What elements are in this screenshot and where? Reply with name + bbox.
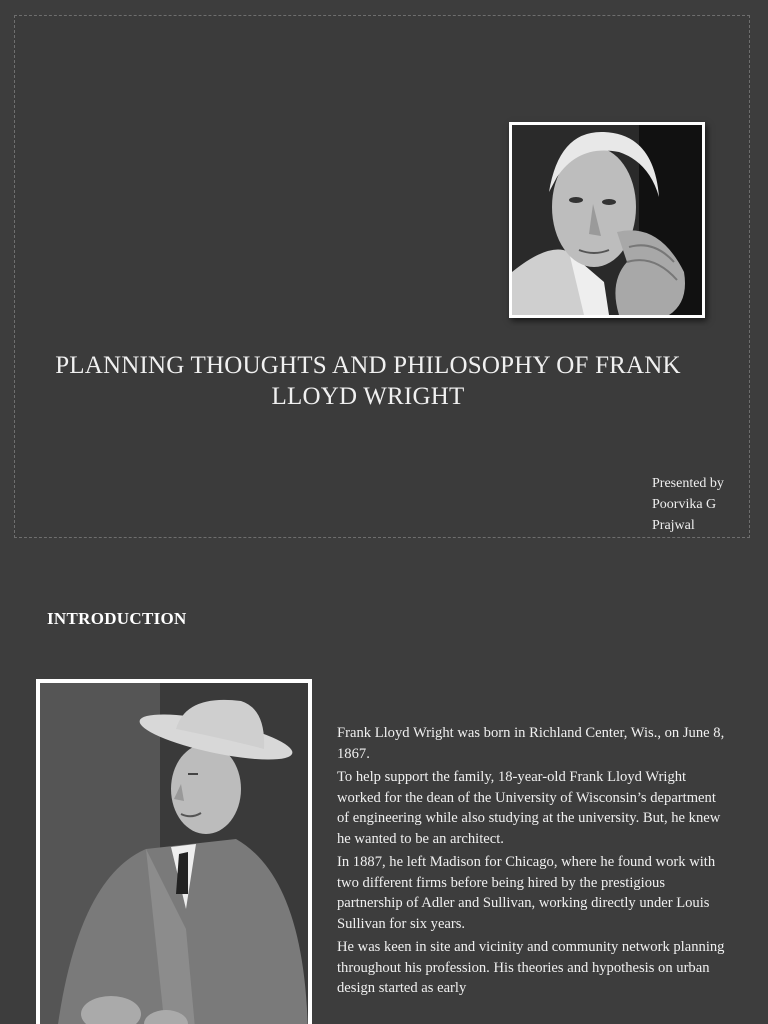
paragraph: Frank Lloyd Wright was born in Richland Center, Wis., on June 8, 1867.	[337, 725, 725, 762]
portrait-with-hat-photo-icon	[36, 679, 312, 1024]
portrait-photo-icon	[509, 122, 705, 318]
title-slide	[14, 15, 750, 538]
presenter-name: Prajwal	[652, 518, 695, 533]
presented-by-label: Presented by	[652, 476, 724, 491]
paragraph: He was keen in site and vicinity and community network planning throughout his profession. His theories and hypothesis on urban design started as early	[337, 939, 725, 996]
presenter-name: Poorvika G	[652, 497, 717, 512]
section-heading: INTRODUCTION	[47, 609, 187, 628]
introduction-text	[337, 723, 725, 1002]
paragraph: In 1887, he left Madison for Chicago, where he found work with two different firms before being hired by the prestigious partnership of Adler and Sullivan, working directly under Louis Sullivan for six years.	[337, 854, 716, 932]
paragraph: To help support the family, 18-year-old Frank Lloyd Wright worked for the dean of the University of Wisconsin’s department of engineering while also studying at the university. But, he knew he wanted to be an architect.	[337, 769, 721, 847]
presentation-title: PLANNING THOUGHTS AND PHILOSOPHY OF FRANK LLOYD WRIGHT	[55, 352, 681, 410]
presenters-block	[652, 473, 724, 536]
